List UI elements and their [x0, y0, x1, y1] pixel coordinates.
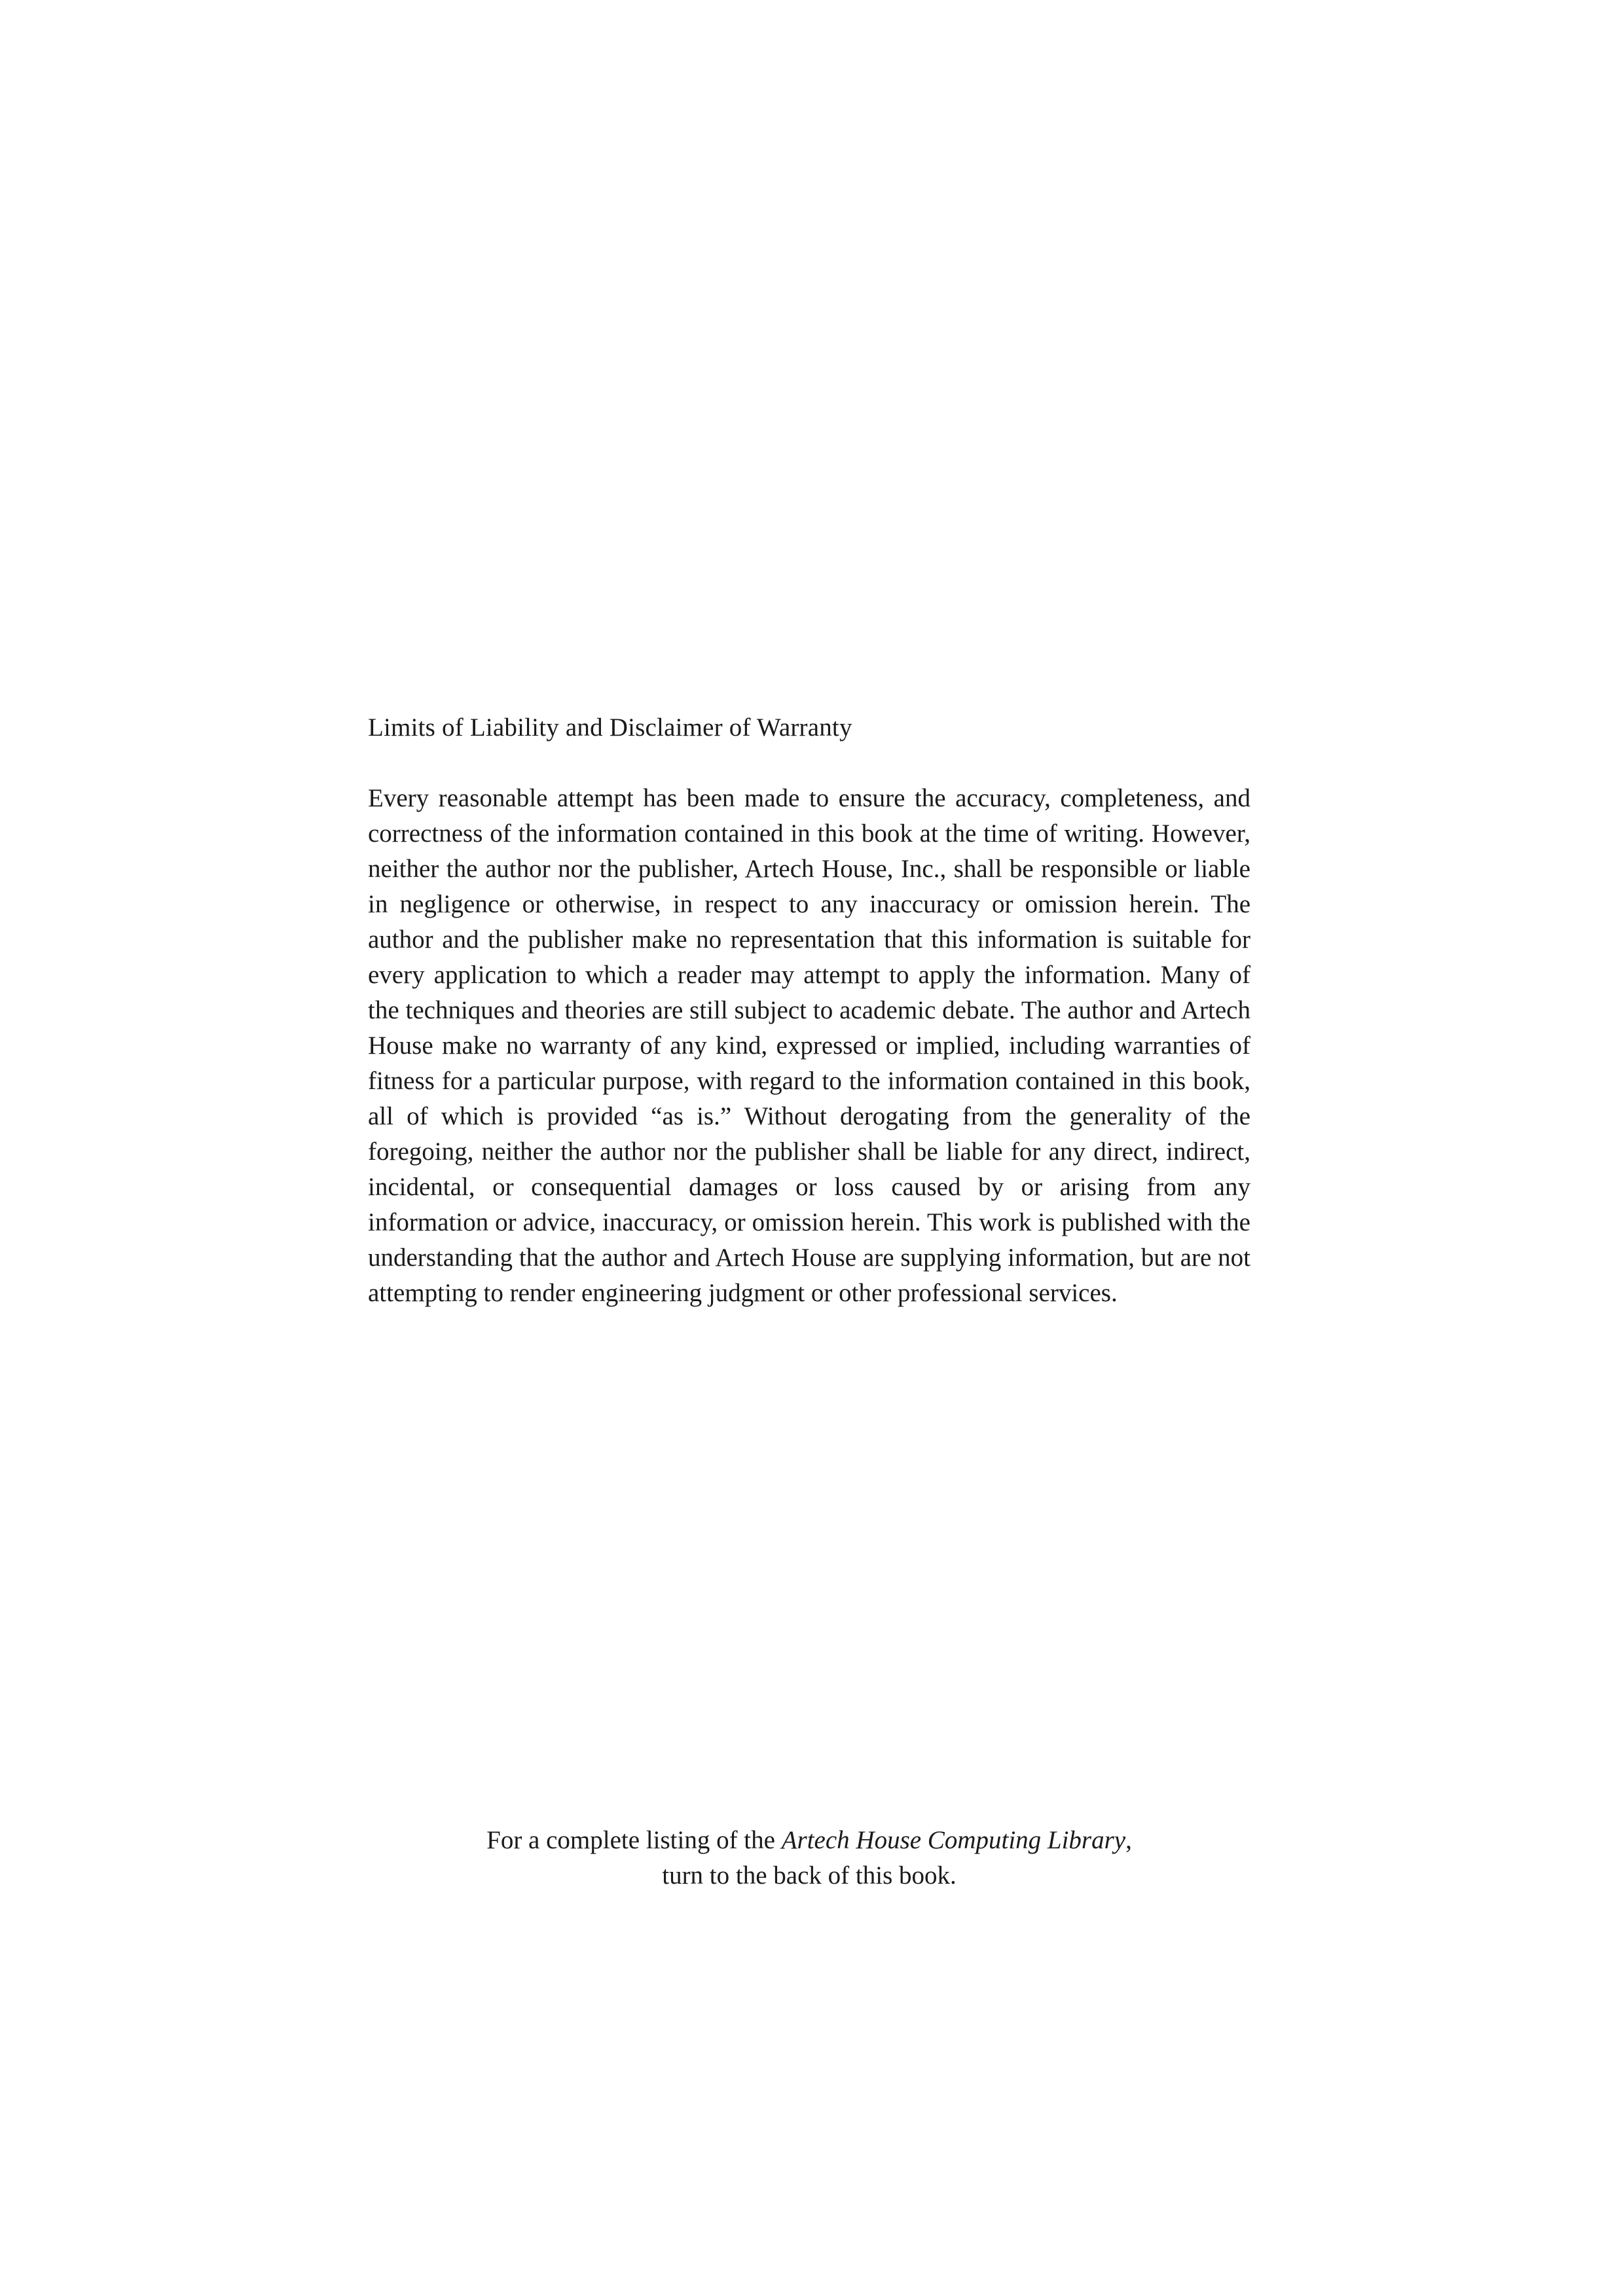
library-listing-suffix: , — [1125, 1826, 1132, 1854]
series-title: Artech House Computing Library — [781, 1826, 1126, 1854]
library-listing-note — [368, 1823, 1250, 1893]
disclaimer-heading: Limits of Liability and Disclaimer of Warranty — [368, 713, 852, 742]
library-listing-prefix: For a complete listing of the — [486, 1826, 782, 1854]
library-listing-line-2: turn to the back of this book. — [662, 1861, 957, 1890]
library-listing-line-1 — [368, 1823, 1250, 1858]
disclaimer-section — [368, 710, 1250, 1311]
disclaimer-body: Every reasonable attempt has been made to ensure the accuracy, completeness, and correctness of the information contained in this book at the time of writing. However, neither the author nor the publisher, Artech House, Inc., shall be responsible or liable in negligence or otherwise, in respect to any inaccuracy or omission herein. The author and the publisher make no representation that this information is suitable for every application to which a reader may attempt to apply the information. Many of the techniques and theories are still subject to academic debate. The author and Artech House make no warranty of any kind, expressed or implied, including warranties of fitness for a particular purpose, with regard to the information contained in this book, all of which is provided “as is.” Without derogating from the generality of the foregoing, neither the author nor the publisher shall be liable for any direct, indirect, incidental, or consequential damages or loss caused by or arising from any information or advice, inaccuracy, or omission herein. This work is published with the understanding that the author and Artech House are supplying information, but are not attempting to render engineering judgment or other professional services. — [368, 784, 1250, 1307]
